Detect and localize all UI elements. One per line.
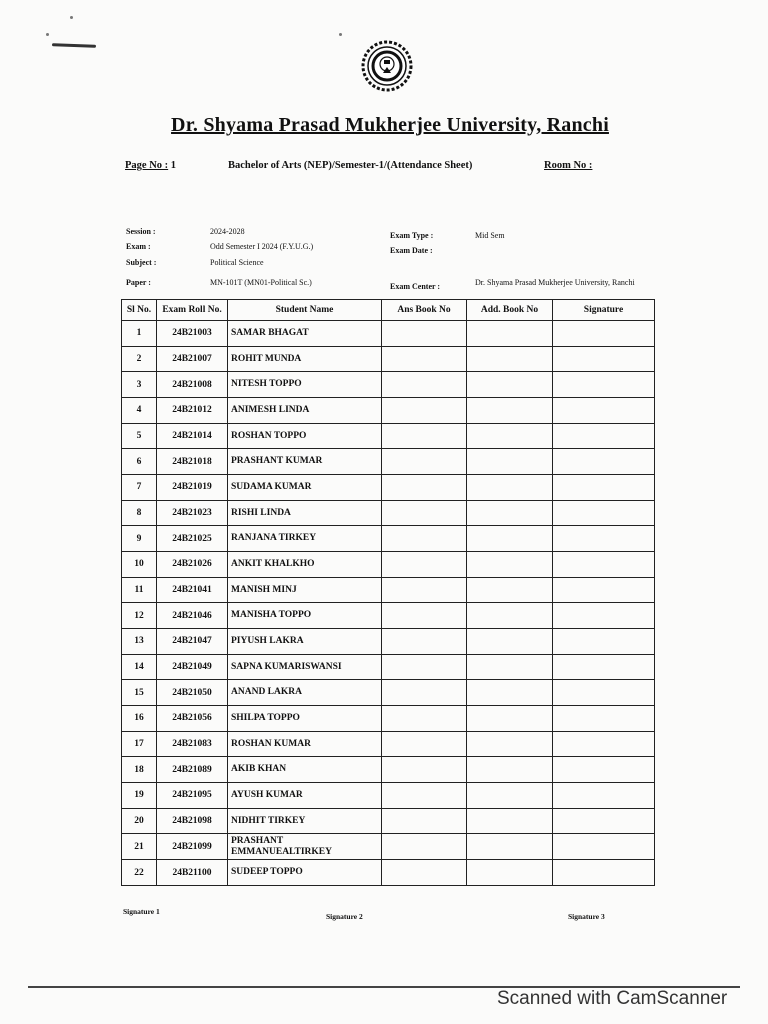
sl-no-cell: 17 [122,731,157,757]
add-book-cell [467,475,553,501]
student-name-cell: AKIB KHAN [228,757,382,783]
ans-book-cell [382,860,467,886]
signature-cell [553,629,655,655]
sl-no-cell: 11 [122,577,157,603]
table-row [122,783,655,809]
ans-book-cell [382,577,467,603]
table-row [122,757,655,783]
signature-cell [553,680,655,706]
sl-no-cell: 5 [122,423,157,449]
sl-no-cell: 14 [122,654,157,680]
student-name-cell: MANISH MINJ [228,577,382,603]
exam-roll-cell: 24B21018 [157,449,228,475]
add-book-cell [467,808,553,834]
student-name-cell: ANIMESH LINDA [228,398,382,424]
exam-value: Odd Semester I 2024 (F.Y.U.G.) [210,242,314,251]
student-name-cell: PRASHANT KUMAR [228,449,382,475]
sl-no-cell: 4 [122,398,157,424]
student-name-cell: PRASHANT EMMANUEALTIRKEY [228,834,382,860]
signature-cell [553,526,655,552]
session-label: Session : [126,227,156,236]
table-row [122,526,655,552]
scanner-watermark: Scanned with CamScanner [497,988,728,1009]
column-header: Sl No. [122,300,157,321]
student-name-cell: ANAND LAKRA [228,680,382,706]
exam-roll-cell: 24B21099 [157,834,228,860]
student-name-cell: ROSHAN KUMAR [228,731,382,757]
column-header: Student Name [228,300,382,321]
add-book-cell [467,680,553,706]
exam-type-label: Exam Type : [390,231,434,240]
exam-date-label: Exam Date : [390,246,433,255]
ans-book-cell [382,629,467,655]
page-number-value: 1 [170,160,177,171]
ans-book-cell [382,783,467,809]
table-row [122,449,655,475]
sl-no-cell: 12 [122,603,157,629]
sl-no-cell: 2 [122,346,157,372]
exam-roll-cell: 24B21089 [157,757,228,783]
paper-value: MN-101T (MN01-Political Sc.) [210,278,312,287]
ans-book-cell [382,654,467,680]
exam-roll-cell: 24B21041 [157,577,228,603]
room-number-label: Room No : [544,160,593,171]
ans-book-cell [382,552,467,578]
add-book-cell [467,346,553,372]
speck [70,16,73,19]
table-row [122,552,655,578]
add-book-cell [467,706,553,732]
table-row [122,654,655,680]
signature-cell [553,398,655,424]
ans-book-cell [382,731,467,757]
speck [46,33,49,36]
sl-no-cell: 20 [122,808,157,834]
pen-mark [52,43,96,48]
signature-cell [553,552,655,578]
exam-roll-cell: 24B21008 [157,372,228,398]
exam-roll-cell: 24B21026 [157,552,228,578]
exam-roll-cell: 24B21046 [157,603,228,629]
exam-roll-cell: 24B21056 [157,706,228,732]
table-row [122,834,655,860]
sl-no-cell: 13 [122,629,157,655]
signature-cell [553,346,655,372]
add-book-cell [467,654,553,680]
ans-book-cell [382,346,467,372]
exam-roll-cell: 24B21007 [157,346,228,372]
sl-no-cell: 18 [122,757,157,783]
student-name-cell: ROHIT MUNDA [228,346,382,372]
signature-cell [553,449,655,475]
sl-no-cell: 16 [122,706,157,732]
signature-1-label: Signature 1 [123,907,160,916]
paper-label: Paper : [126,278,151,287]
add-book-cell [467,731,553,757]
exam-roll-cell: 24B21098 [157,808,228,834]
ans-book-cell [382,834,467,860]
signature-cell [553,577,655,603]
signature-cell [553,321,655,347]
exam-center-value: Dr. Shyama Prasad Mukherjee University, Ranchi [475,278,635,287]
table-row [122,500,655,526]
add-book-cell [467,577,553,603]
ans-book-cell [382,449,467,475]
exam-roll-cell: 24B21025 [157,526,228,552]
ans-book-cell [382,423,467,449]
column-header: Add. Book No [467,300,553,321]
exam-roll-cell: 24B21047 [157,629,228,655]
exam-roll-cell: 24B21050 [157,680,228,706]
exam-roll-cell: 24B21049 [157,654,228,680]
table-row [122,808,655,834]
add-book-cell [467,757,553,783]
table-row [122,398,655,424]
add-book-cell [467,500,553,526]
add-book-cell [467,321,553,347]
signature-cell [553,603,655,629]
student-name-cell: ROSHAN TOPPO [228,423,382,449]
exam-center-label: Exam Center : [390,282,441,291]
sl-no-cell: 3 [122,372,157,398]
table-row [122,706,655,732]
ans-book-cell [382,808,467,834]
student-name-cell: SAPNA KUMARISWANSI [228,654,382,680]
ans-book-cell [382,680,467,706]
student-name-cell: PIYUSH LAKRA [228,629,382,655]
signature-cell [553,808,655,834]
signature-cell [553,757,655,783]
column-header: Ans Book No [382,300,467,321]
student-name-cell: NIDHIT TIRKEY [228,808,382,834]
exam-type-value: Mid Sem [475,231,505,240]
ans-book-cell [382,526,467,552]
sl-no-cell: 22 [122,860,157,886]
table-row [122,577,655,603]
session-value: 2024-2028 [210,227,245,236]
add-book-cell [467,526,553,552]
attendance-table [121,299,655,886]
add-book-cell [467,603,553,629]
table-header-row [122,300,655,321]
add-book-cell [467,860,553,886]
add-book-cell [467,423,553,449]
sl-no-cell: 10 [122,552,157,578]
add-book-cell [467,398,553,424]
student-name-cell: SHILPA TOPPO [228,706,382,732]
ans-book-cell [382,321,467,347]
student-name-cell: NITESH TOPPO [228,372,382,398]
ans-book-cell [382,500,467,526]
table-row [122,423,655,449]
table-row [122,629,655,655]
signature-cell [553,423,655,449]
attendance-table-body [122,321,655,886]
exam-roll-cell: 24B21095 [157,783,228,809]
signature-2-label: Signature 2 [326,912,363,921]
sl-no-cell: 7 [122,475,157,501]
exam-roll-cell: 24B21003 [157,321,228,347]
table-row [122,372,655,398]
signature-cell [553,731,655,757]
table-row [122,475,655,501]
table-row [122,321,655,347]
sl-no-cell: 6 [122,449,157,475]
add-book-cell [467,783,553,809]
university-title: Dr. Shyama Prasad Mukherjee University, Ranchi [171,114,609,136]
student-name-cell: RANJANA TIRKEY [228,526,382,552]
signature-cell [553,475,655,501]
student-name-cell: SAMAR BHAGAT [228,321,382,347]
course-title: Bachelor of Arts (NEP)/Semester-1/(Attendance Sheet) [228,160,473,171]
sl-no-cell: 21 [122,834,157,860]
sl-no-cell: 1 [122,321,157,347]
table-row [122,680,655,706]
student-name-cell: AYUSH KUMAR [228,783,382,809]
column-header: Exam Roll No. [157,300,228,321]
signature-cell [553,500,655,526]
subject-label: Subject : [126,258,157,267]
ans-book-cell [382,757,467,783]
table-row [122,603,655,629]
table-row [122,346,655,372]
sl-no-cell: 19 [122,783,157,809]
column-header: Signature [553,300,655,321]
ans-book-cell [382,372,467,398]
table-row [122,731,655,757]
sl-no-cell: 8 [122,500,157,526]
exam-roll-cell: 24B21023 [157,500,228,526]
add-book-cell [467,834,553,860]
ans-book-cell [382,475,467,501]
add-book-cell [467,552,553,578]
student-name-cell: ANKIT KHALKHO [228,552,382,578]
ans-book-cell [382,398,467,424]
add-book-cell [467,372,553,398]
student-name-cell: SUDAMA KUMAR [228,475,382,501]
exam-roll-cell: 24B21083 [157,731,228,757]
signature-cell [553,706,655,732]
signature-3-label: Signature 3 [568,912,605,921]
table-row [122,860,655,886]
sl-no-cell: 15 [122,680,157,706]
ans-book-cell [382,706,467,732]
exam-roll-cell: 24B21019 [157,475,228,501]
student-name-cell: MANISHA TOPPO [228,603,382,629]
page-number [125,160,176,171]
signature-cell [553,860,655,886]
signature-cell [553,783,655,809]
subject-value: Political Science [210,258,264,267]
student-name-cell: SUDEEP TOPPO [228,860,382,886]
add-book-cell [467,629,553,655]
exam-label: Exam : [126,242,151,251]
signature-cell [553,372,655,398]
speck [339,33,342,36]
signature-cell [553,654,655,680]
exam-roll-cell: 24B21100 [157,860,228,886]
university-seal-icon [361,40,413,92]
student-name-cell: RISHI LINDA [228,500,382,526]
ans-book-cell [382,603,467,629]
page-number-label: Page No : [125,160,169,171]
signature-cell [553,834,655,860]
exam-roll-cell: 24B21012 [157,398,228,424]
exam-roll-cell: 24B21014 [157,423,228,449]
add-book-cell [467,449,553,475]
sl-no-cell: 9 [122,526,157,552]
